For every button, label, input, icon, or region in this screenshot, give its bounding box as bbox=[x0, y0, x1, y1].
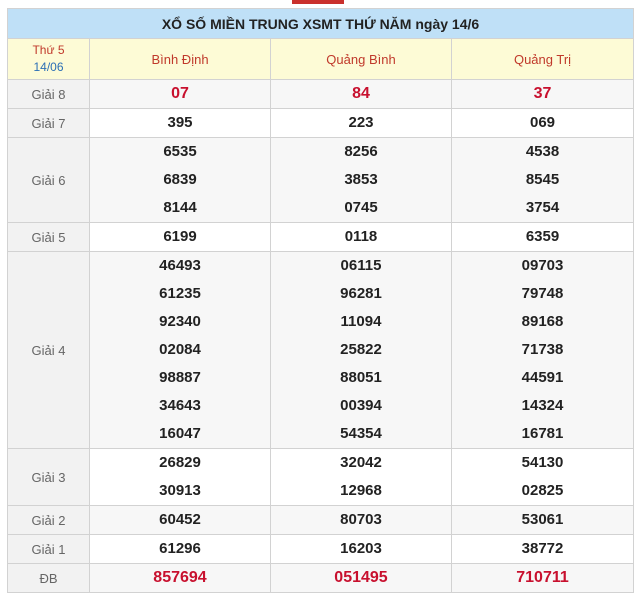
prize-number: 8545 bbox=[525, 171, 560, 188]
prize-number: 98887 bbox=[159, 369, 201, 386]
prize-label: Giải 3 bbox=[8, 449, 90, 506]
prize-row bbox=[8, 109, 634, 138]
prize-number: 38772 bbox=[521, 540, 564, 557]
prize-label: Giải 4 bbox=[8, 252, 90, 449]
prize-cell bbox=[271, 449, 452, 506]
prize-number: 0118 bbox=[344, 228, 378, 245]
prize-row bbox=[8, 535, 634, 564]
prize-number: 16781 bbox=[521, 425, 564, 442]
prize-number: 02825 bbox=[521, 482, 564, 499]
prize-number: 88051 bbox=[340, 369, 382, 386]
prize-number: 34643 bbox=[159, 397, 201, 414]
draw-date[interactable]: 14/06 bbox=[33, 60, 64, 74]
prize-number: 32042 bbox=[340, 454, 382, 471]
prize-number: 61235 bbox=[159, 285, 201, 302]
prize-number: 12968 bbox=[340, 482, 382, 499]
prize-cell bbox=[271, 252, 452, 449]
prize-number: 44591 bbox=[521, 369, 564, 386]
prize-cell bbox=[271, 535, 452, 564]
prize-cell bbox=[90, 223, 271, 252]
prize-number: 30913 bbox=[159, 482, 201, 499]
prize-cell bbox=[90, 252, 271, 449]
prize-number: 0745 bbox=[344, 199, 378, 216]
prize-cell bbox=[90, 564, 271, 593]
prize-number: 069 bbox=[529, 114, 556, 131]
results-title[interactable]: XỔ SỐ MIỀN TRUNG XSMT THỨ NĂM ngày 14/6 bbox=[8, 9, 634, 39]
prize-row bbox=[8, 564, 634, 593]
prize-cell bbox=[452, 252, 634, 449]
prize-number: 6199 bbox=[163, 228, 197, 245]
title-row bbox=[8, 9, 634, 39]
prize-number: 6535 bbox=[163, 143, 197, 160]
lottery-results-table bbox=[7, 8, 634, 593]
prize-number: 09703 bbox=[521, 257, 564, 274]
province-header-2[interactable]: Quảng Bình bbox=[271, 39, 452, 80]
prize-cell bbox=[90, 138, 271, 223]
prize-row bbox=[8, 80, 634, 109]
prize-number: 02084 bbox=[159, 341, 201, 358]
province-header-1[interactable]: Bình Định bbox=[90, 39, 271, 80]
prize-number: 54130 bbox=[521, 454, 564, 471]
prize-number: 00394 bbox=[340, 397, 382, 414]
prize-number: 71738 bbox=[521, 341, 564, 358]
prize-number: 4538 bbox=[525, 143, 560, 160]
prize-cell bbox=[90, 506, 271, 535]
prize-cell bbox=[271, 506, 452, 535]
prize-number: 84 bbox=[352, 85, 370, 102]
prize-number: 25822 bbox=[340, 341, 382, 358]
prize-number: 051495 bbox=[334, 569, 388, 586]
prize-label: ĐB bbox=[8, 564, 90, 593]
prize-label: Giải 1 bbox=[8, 535, 90, 564]
prize-number: 60452 bbox=[159, 511, 201, 528]
prize-cell bbox=[452, 449, 634, 506]
prize-number: 61296 bbox=[159, 540, 201, 557]
prize-number: 8144 bbox=[163, 199, 197, 216]
prize-cell bbox=[90, 80, 271, 109]
prize-number: 16047 bbox=[159, 425, 201, 442]
prize-row bbox=[8, 506, 634, 535]
prize-label: Giải 6 bbox=[8, 138, 90, 223]
prize-number: 53061 bbox=[521, 511, 564, 528]
prize-cell bbox=[452, 506, 634, 535]
prize-cell bbox=[271, 138, 452, 223]
top-nav-strip bbox=[0, 0, 639, 8]
prize-cell bbox=[271, 223, 452, 252]
prize-number: 96281 bbox=[340, 285, 382, 302]
prize-cell bbox=[452, 109, 634, 138]
prize-number: 16203 bbox=[340, 540, 382, 557]
prize-cell bbox=[90, 109, 271, 138]
prize-number: 80703 bbox=[340, 511, 382, 528]
prize-number: 92340 bbox=[159, 313, 201, 330]
header-row bbox=[8, 39, 634, 80]
prize-number: 3754 bbox=[525, 199, 560, 216]
prize-number: 710711 bbox=[516, 569, 569, 586]
prize-row bbox=[8, 223, 634, 252]
prize-number: 46493 bbox=[159, 257, 201, 274]
prize-number: 3853 bbox=[344, 171, 378, 188]
prize-number: 79748 bbox=[521, 285, 564, 302]
prize-number: 89168 bbox=[521, 313, 564, 330]
prize-number: 857694 bbox=[153, 569, 207, 586]
prize-row bbox=[8, 138, 634, 223]
prize-cell bbox=[452, 138, 634, 223]
prize-number: 6839 bbox=[163, 171, 197, 188]
prize-number: 14324 bbox=[521, 397, 564, 414]
prize-number: 6359 bbox=[525, 228, 560, 245]
prize-rows bbox=[8, 80, 634, 593]
prize-number: 11094 bbox=[340, 313, 382, 330]
prize-cell bbox=[271, 109, 452, 138]
prize-row bbox=[8, 252, 634, 449]
prize-number: 8256 bbox=[344, 143, 378, 160]
prize-label: Giải 5 bbox=[8, 223, 90, 252]
prize-cell bbox=[90, 449, 271, 506]
prize-cell bbox=[271, 564, 452, 593]
prize-label: Giải 7 bbox=[8, 109, 90, 138]
prize-label: Giải 2 bbox=[8, 506, 90, 535]
prize-number: 395 bbox=[167, 114, 193, 131]
prize-number: 37 bbox=[533, 85, 552, 102]
prize-cell bbox=[452, 223, 634, 252]
prize-number: 223 bbox=[348, 114, 374, 131]
prize-number: 06115 bbox=[340, 257, 382, 274]
prize-label: Giải 8 bbox=[8, 80, 90, 109]
draw-weekday[interactable]: Thứ 5 bbox=[32, 43, 65, 57]
prize-number: 07 bbox=[171, 85, 189, 102]
province-header-3[interactable]: Quảng Trị bbox=[452, 39, 634, 80]
prize-number: 54354 bbox=[340, 425, 382, 442]
prize-cell bbox=[271, 80, 452, 109]
prize-cell bbox=[90, 535, 271, 564]
prize-row bbox=[8, 449, 634, 506]
active-tab-indicator bbox=[292, 0, 344, 4]
prize-cell bbox=[452, 80, 634, 109]
prize-cell bbox=[452, 535, 634, 564]
prize-cell bbox=[452, 564, 634, 593]
prize-number: 26829 bbox=[159, 454, 201, 471]
draw-date-cell bbox=[8, 39, 90, 80]
